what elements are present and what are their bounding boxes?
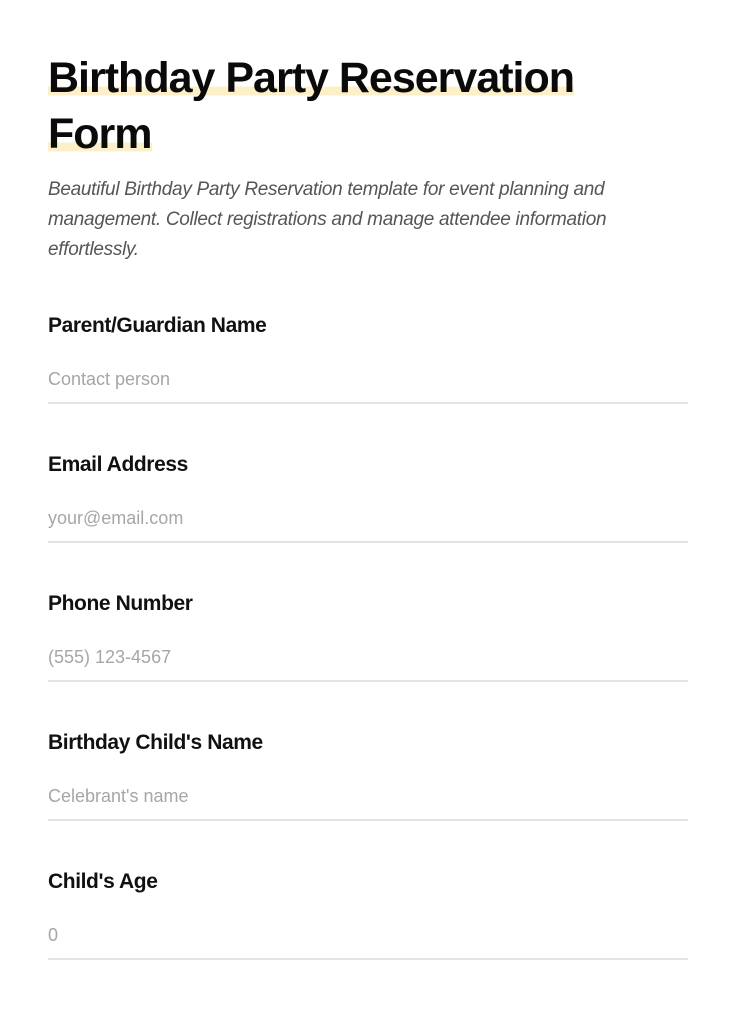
form-description: Beautiful Birthday Party Reservation template for event planning and management. Collect registrations and manage attendee information effortlessly.: [48, 179, 607, 260]
parent-guardian-name-input[interactable]: [48, 369, 688, 404]
birthday-child-name-input[interactable]: [48, 786, 688, 821]
field-child-age: [48, 867, 688, 960]
field-email-address: [48, 450, 688, 543]
field-label: Birthday Child's Name: [48, 731, 263, 754]
page-title: [48, 50, 688, 162]
field-label: Child's Age: [48, 870, 158, 893]
phone-number-input[interactable]: [48, 647, 688, 682]
field-label: Parent/Guardian Name: [48, 314, 267, 337]
field-parent-guardian-name: [48, 311, 688, 404]
field-phone-number: [48, 589, 688, 682]
email-address-input[interactable]: [48, 508, 688, 543]
field-birthday-child-name: [48, 728, 688, 821]
field-label: Email Address: [48, 453, 188, 476]
child-age-input[interactable]: [48, 925, 688, 960]
field-label: Phone Number: [48, 592, 193, 615]
title-text: Birthday Party Reservation Form: [48, 54, 575, 158]
